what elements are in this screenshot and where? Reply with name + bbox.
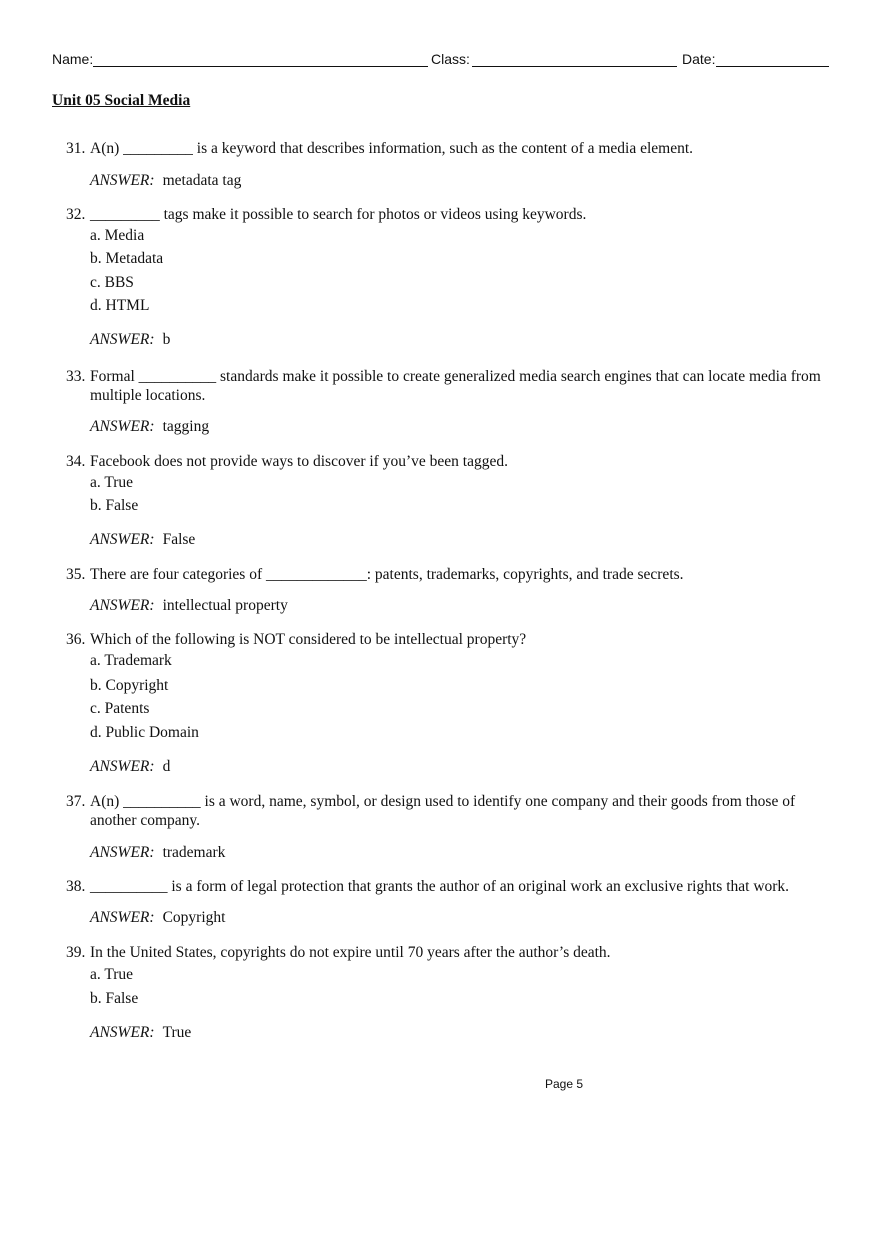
question-number: 38. [66,878,86,895]
answer-label: ANSWER: [90,172,155,189]
options-39 [66,965,826,1012]
answer-value: metadata tag [162,172,242,189]
answer-36 [90,758,170,776]
options-36 [66,651,826,746]
answer-value: True [162,1024,192,1041]
question-number: 32. [66,206,86,223]
answer-value: d [162,758,171,775]
unit-title: Unit 05 Social Media [52,92,191,109]
option: a. Trademark [90,652,172,669]
answer-label: ANSWER: [90,909,155,926]
question-38 [66,877,826,896]
option: b. Copyright [90,677,169,694]
answer-value: trademark [162,844,226,861]
answer-label: ANSWER: [90,597,155,614]
question-33 [66,367,826,405]
answer-39 [90,1024,191,1042]
question-39 [66,943,826,962]
question-stem: __________ is a form of legal protection that grants the author of an original work an exclusive rights that work. [90,878,790,895]
question-number: 33. [66,368,86,385]
answer-label: ANSWER: [90,531,155,548]
answer-35 [90,597,288,615]
question-stem: A(n) __________ is a word, name, symbol, or design used to identify one company and their goods from those of another company. [90,793,796,829]
options-32 [66,226,826,319]
header-fields [52,51,830,73]
answer-value: b [162,331,171,348]
option: c. Patents [90,700,150,717]
answer-value: tagging [162,418,210,435]
option: c. BBS [90,274,134,291]
answer-32 [90,331,170,349]
question-35 [66,565,826,584]
question-stem: Which of the following is NOT considered to be intellectual property? [90,631,527,648]
option: b. False [90,990,139,1007]
name-label: Name: [52,51,94,67]
answer-38 [90,909,225,927]
question-stem: _________ tags make it possible to search for photos or videos using keywords. [90,206,587,223]
question-stem: Formal __________ standards make it possible to create generalized media search engines that can locate media from multiple locations. [90,368,821,404]
name-field-line[interactable] [93,66,428,67]
option: a. True [90,474,134,491]
answer-31 [90,172,241,190]
answer-37 [90,844,225,862]
option: d. Public Domain [90,724,199,741]
question-number: 34. [66,453,86,470]
question-number: 37. [66,793,86,810]
question-number: 39. [66,944,86,961]
answer-value: False [162,531,196,548]
answer-label: ANSWER: [90,758,155,775]
question-36 [66,630,826,649]
answer-33 [90,418,209,436]
question-number: 36. [66,631,86,648]
question-stem: In the United States, copyrights do not expire until 70 years after the author’s death. [90,944,611,961]
answer-34 [90,531,195,549]
option: b. False [90,497,139,514]
date-label: Date: [682,51,716,67]
answer-value: Copyright [162,909,226,926]
question-31 [66,139,826,158]
option: b. Metadata [90,250,164,267]
page-number: Page 5 [545,1077,584,1091]
question-37 [66,792,826,830]
class-field-line[interactable] [472,66,677,67]
question-34 [66,452,826,471]
answer-label: ANSWER: [90,844,155,861]
date-field-line[interactable] [716,66,829,67]
question-stem: A(n) _________ is a keyword that describes information, such as the content of a media element. [90,140,694,157]
option: a. True [90,966,134,983]
answer-label: ANSWER: [90,418,155,435]
question-stem: Facebook does not provide ways to discover if you’ve been tagged. [90,453,508,470]
class-label: Class: [431,51,470,67]
options-34 [66,473,826,519]
option: a. Media [90,227,145,244]
question-32 [66,205,826,224]
answer-label: ANSWER: [90,331,155,348]
answer-label: ANSWER: [90,1024,155,1041]
option: d. HTML [90,297,150,314]
question-number: 35. [66,566,86,583]
answer-value: intellectual property [162,597,288,614]
question-number: 31. [66,140,86,157]
question-stem: There are four categories of _____________: patents, trademarks, copyrights, and trade secrets. [90,566,684,583]
